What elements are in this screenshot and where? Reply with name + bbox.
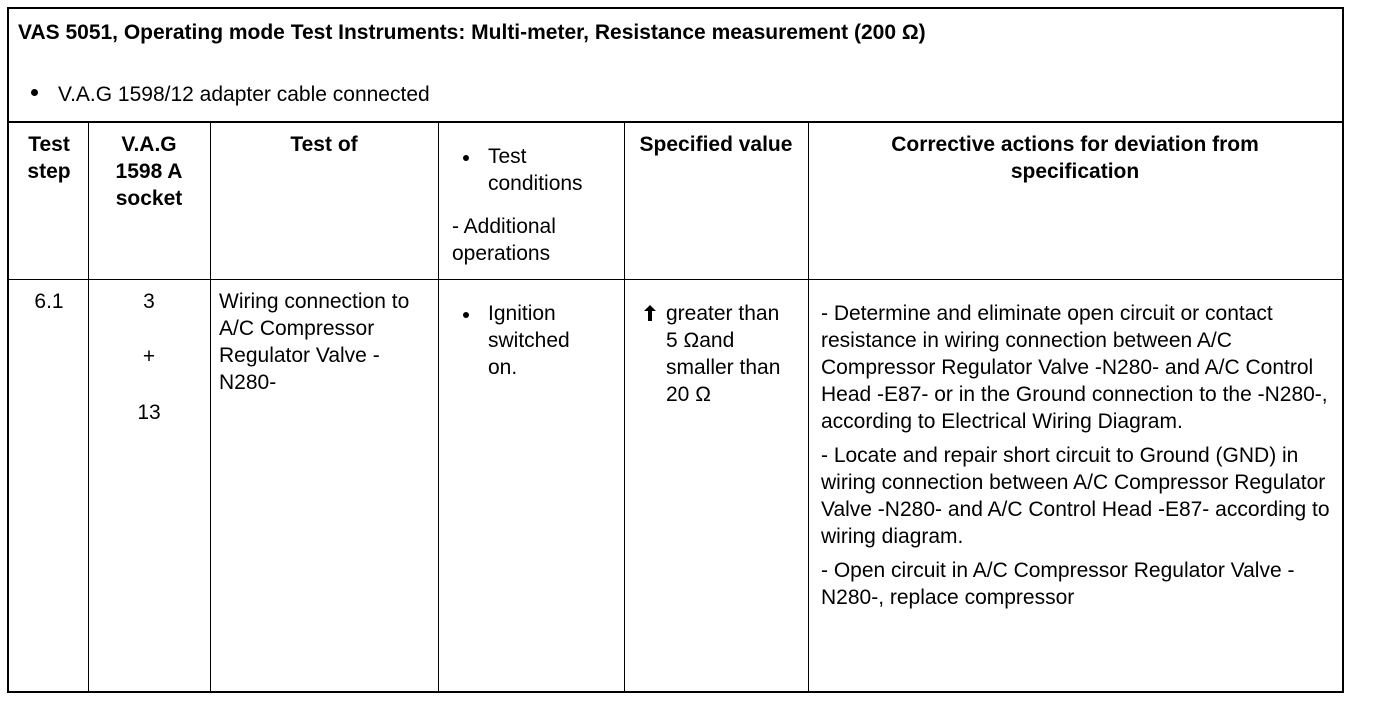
corrective-action-item: - Determine and eliminate open circuit or contact resistance in wiring connection between A/C Compressor Regulator Valve -N280- and A/C Control Head -E87- or in the Ground connection to the -N280-, according to Electrical Wiring Diagram. xyxy=(821,302,1328,433)
column-header-conditions xyxy=(452,143,612,197)
cell-specified-text: greater than 5 Ωand smaller than 20 Ω xyxy=(666,302,781,406)
column-header-test-step: Test step xyxy=(27,133,71,183)
page-title: VAS 5051, Operating mode Test Instruments: Multi-meter, Resistance measurement (200 Ω) xyxy=(18,21,926,44)
column-header-corrective-actions: Corrective actions for deviation from specification xyxy=(891,133,1259,183)
bullet-icon xyxy=(463,312,469,318)
column-header-specified-value: Specified value xyxy=(639,133,793,156)
column-divider xyxy=(624,123,625,691)
cell-condition-text: Ignition switched on. xyxy=(488,302,570,379)
cell-test-of: Wiring connection to A/C Compressor Regulator Valve -N280- xyxy=(219,290,410,394)
cell-test-step: 6.1 xyxy=(34,290,64,313)
cell-socket-a: 3 xyxy=(143,290,155,313)
column-header-socket: V.A.G 1598 A socket xyxy=(115,133,183,210)
column-divider xyxy=(88,123,89,691)
condition-text: V.A.G 1598/12 adapter cable connected xyxy=(58,83,430,106)
cell-socket-b: 13 xyxy=(137,401,161,424)
column-header-test-conditions: Test conditions xyxy=(488,145,583,195)
test-table xyxy=(7,7,1344,693)
arrow-marker-icon xyxy=(643,305,657,321)
column-divider xyxy=(438,123,439,691)
corrective-action-item: - Locate and repair short circuit to Ground (GND) in wiring connection between A/C Compressor Regulator Valve -N280- and A/C Control Head -E87- according to wiring diagram. xyxy=(821,444,1330,548)
row-divider xyxy=(9,279,1342,280)
cell-specified-value xyxy=(639,300,804,408)
bullet-icon xyxy=(463,155,469,161)
column-divider xyxy=(808,123,809,691)
column-divider xyxy=(210,123,211,691)
bullet-icon xyxy=(31,89,38,96)
corrective-action-item: - Open circuit in A/C Compressor Regulator Valve -N280-, replace compressor xyxy=(821,559,1295,609)
cell-corrective-actions xyxy=(821,300,1336,618)
cell-socket-plus: + xyxy=(142,345,156,368)
column-header-test-of: Test of xyxy=(290,133,358,156)
table-header-block xyxy=(9,9,1342,123)
cell-test-condition xyxy=(452,300,617,381)
column-header-additional-operations: - Additional operations xyxy=(452,215,556,265)
